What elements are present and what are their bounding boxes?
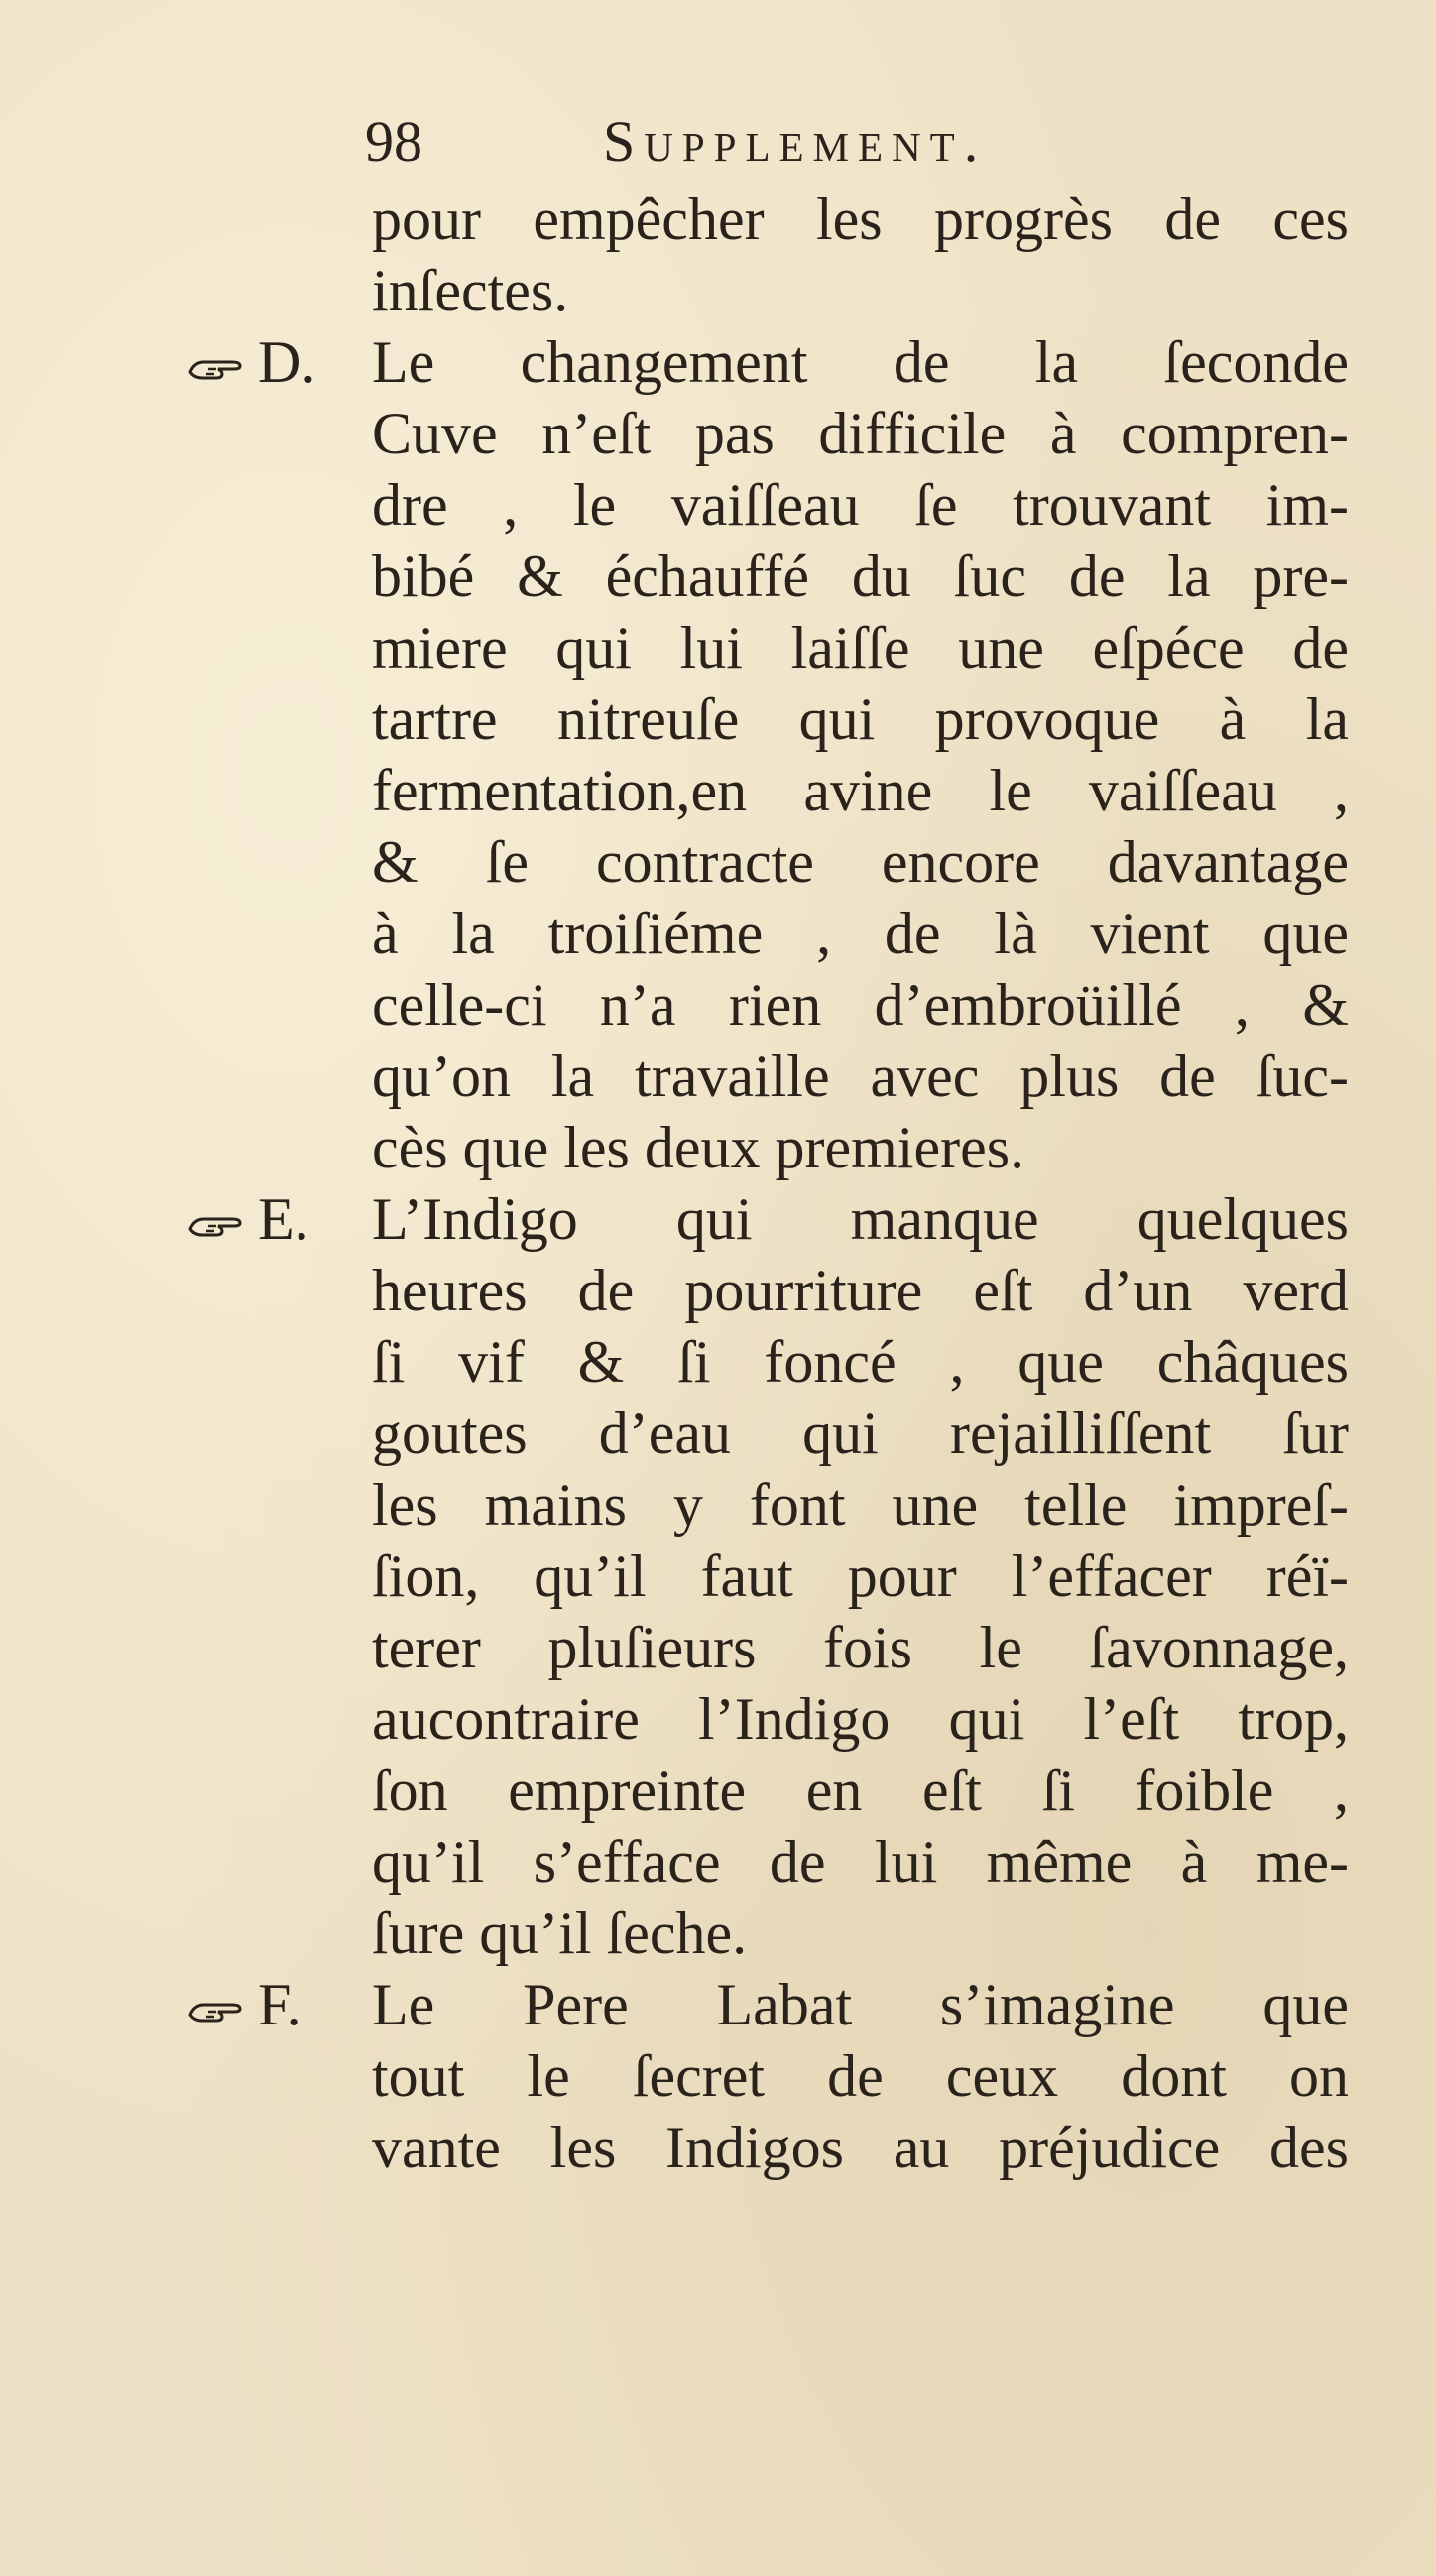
text-line: inſectes. [372, 258, 569, 323]
pointing-hand-icon [188, 350, 244, 386]
text-line: Le changement de la ſeconde [372, 329, 1349, 395]
text-line: qu’il s’efface de lui même à me- [372, 1829, 1349, 1895]
text-line: les mains y font une telle impreſ- [372, 1472, 1349, 1537]
text-line: cès que les deux premieres. [372, 1115, 1025, 1180]
text-line: Le Pere Labat s’imagine que [372, 1972, 1349, 2037]
text-line: fermentation,en avine le vaiſſeau , [372, 758, 1349, 823]
text-line: ſure qu’il ſeche. [372, 1901, 748, 1966]
text-line: celle-ci n’a rien d’embroüillé , & [372, 972, 1349, 1038]
text-line: qu’on la travaille avec plus de ſuc- [372, 1043, 1349, 1109]
note-marker-f [188, 1969, 362, 2040]
note-label-d: D. [258, 329, 316, 395]
text-line: ſi vif & ſi foncé , que châques [372, 1329, 1349, 1395]
text-line: vante les Indigos au préjudice des [372, 2115, 1349, 2180]
text-line: L’Indigo qui manque quelques [372, 1186, 1349, 1252]
text-line: pour empêcher les progrès de ces [372, 186, 1349, 252]
text-line: Cuve n’eſt pas difficile à compren- [372, 401, 1349, 466]
text-line: goutes d’eau qui rejailliſſent ſur [372, 1401, 1349, 1466]
page-number: 98 [365, 109, 422, 174]
text-line: ſion, qu’il faut pour l’effacer réï- [372, 1543, 1349, 1609]
running-title: Supplement. [603, 109, 988, 174]
text-line: ſon empreinte en eſt ſi foible , [372, 1758, 1349, 1823]
text-line: miere qui lui laiſſe une eſpéce de [372, 615, 1349, 680]
note-marker-e [188, 1183, 362, 1255]
text-line: terer pluſieurs fois le ſavonnage, [372, 1615, 1349, 1680]
note-label-f: F. [258, 1972, 301, 2037]
text-line: dre , le vaiſſeau ſe trouvant im- [372, 472, 1349, 538]
text-line: tartre nitreuſe qui provoque à la [372, 686, 1349, 752]
text-line: bibé & échauffé du ſuc de la pre- [372, 544, 1349, 609]
note-marker-d [188, 326, 362, 398]
pointing-hand-icon [188, 1207, 244, 1243]
text-line: & ſe contracte encore davantage [372, 829, 1349, 895]
running-head [365, 107, 1119, 177]
text-line: aucontraire l’Indigo qui l’eſt trop, [372, 1686, 1349, 1752]
body-text [372, 184, 1349, 2183]
text-line: à la troiſiéme , de là vient que [372, 901, 1349, 966]
text-line: tout le ſecret de ceux dont on [372, 2043, 1349, 2109]
pointing-hand-icon [188, 1993, 244, 2028]
text-line: heures de pourriture eſt d’un verd [372, 1258, 1349, 1323]
note-label-e: E. [258, 1186, 309, 1252]
